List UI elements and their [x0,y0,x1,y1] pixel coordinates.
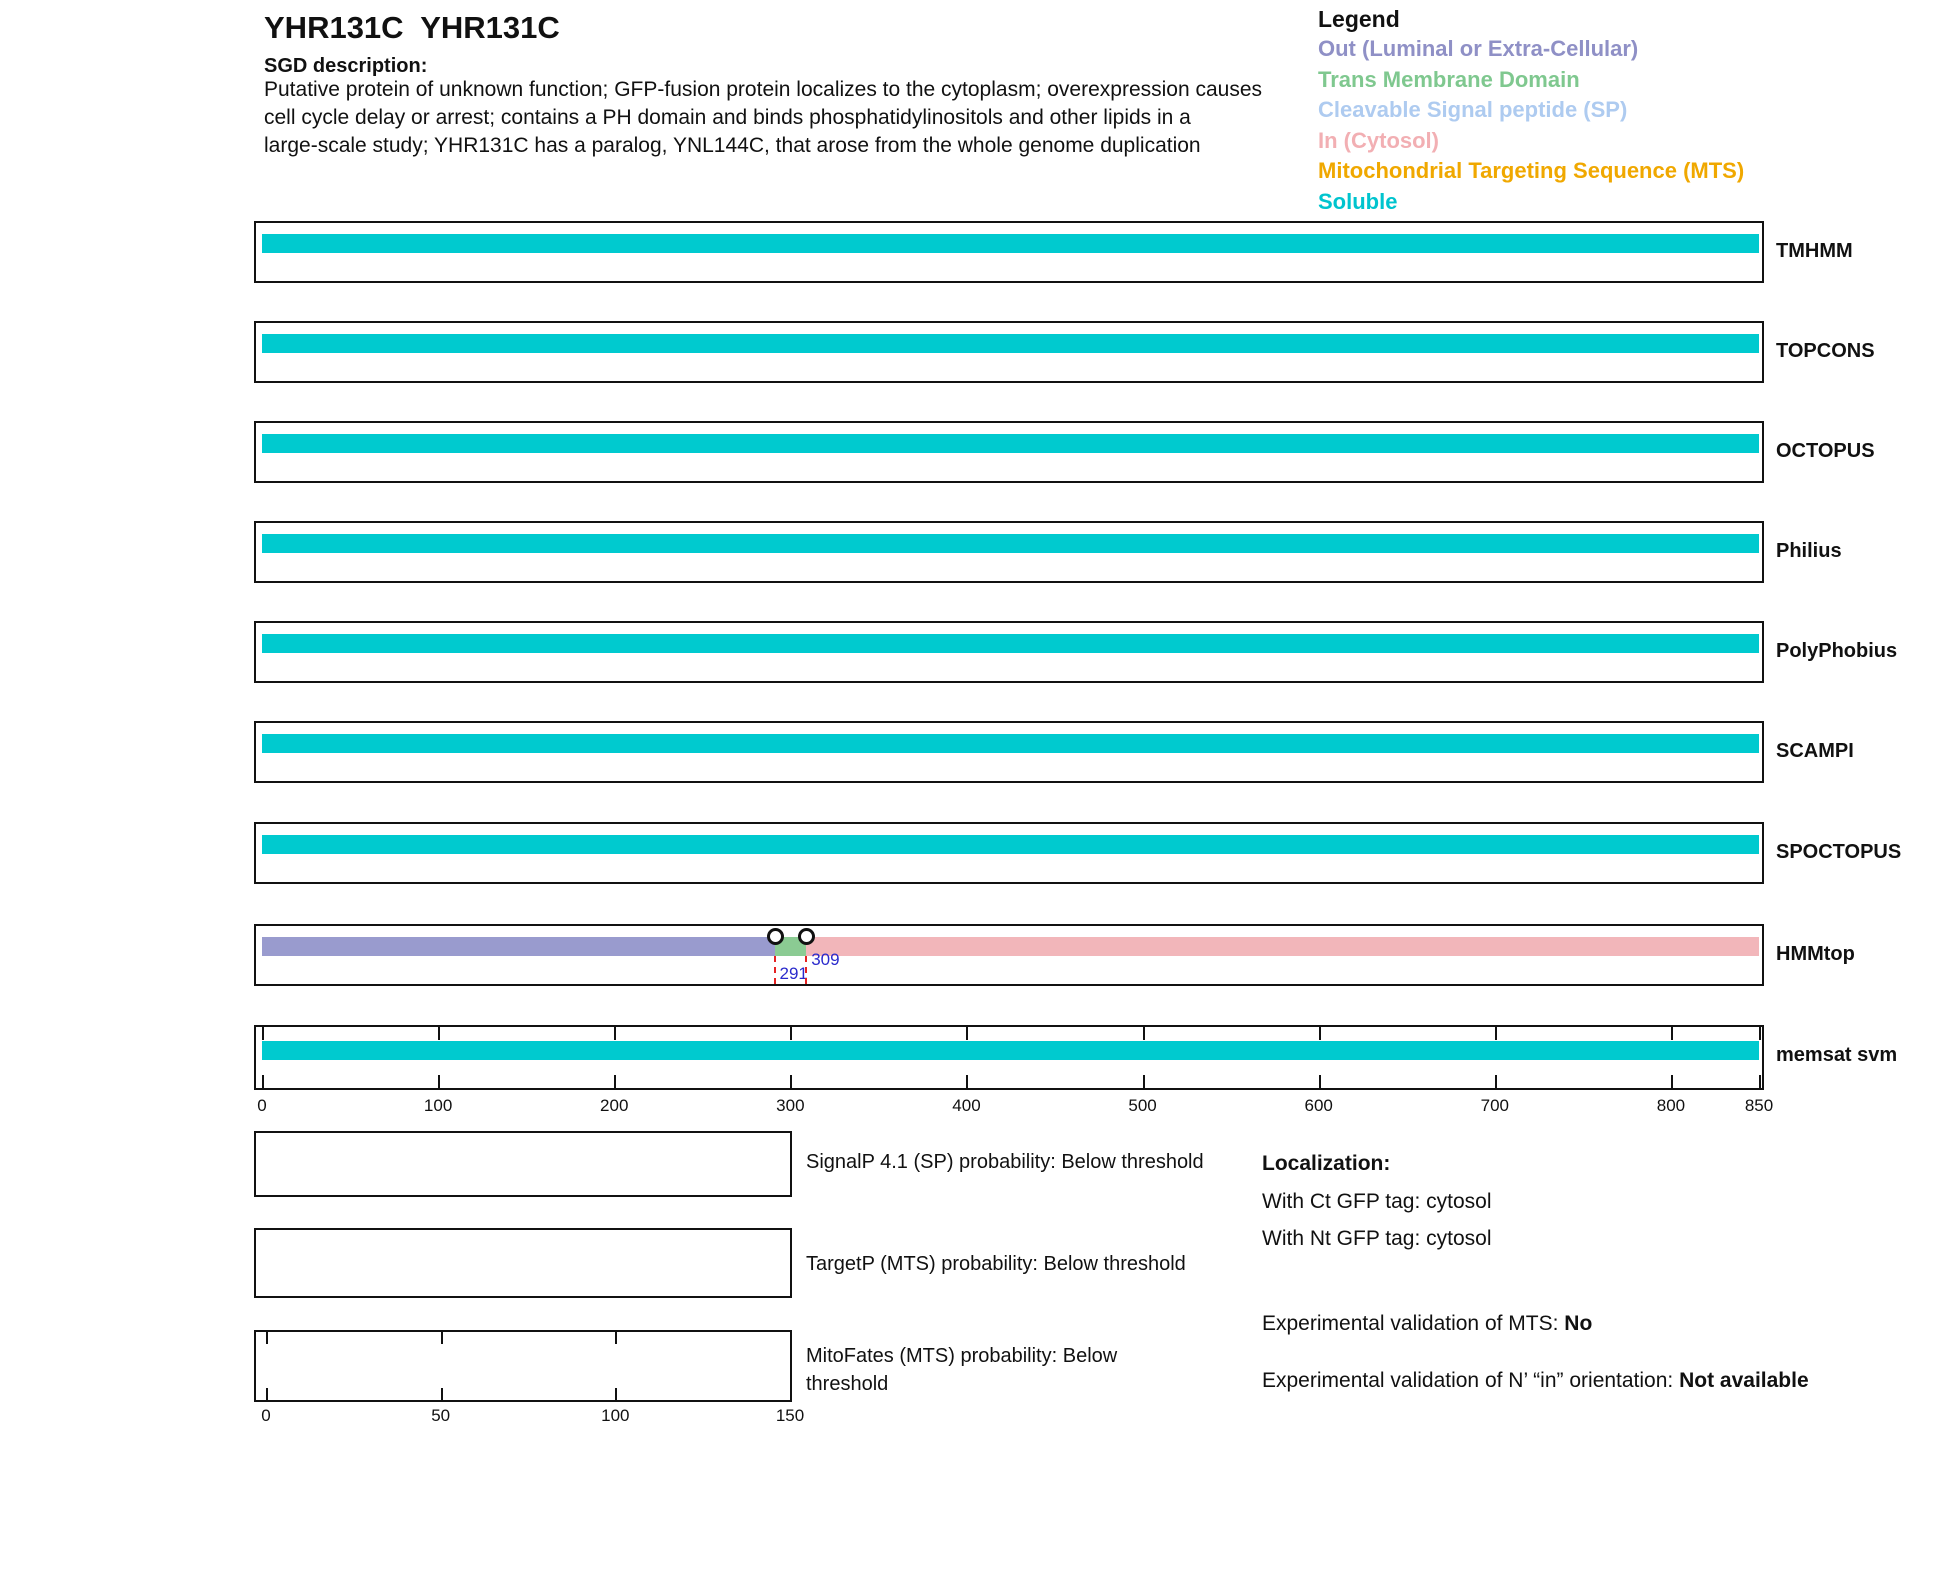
ruler-tick-top [966,1027,968,1040]
segment-soluble [262,1041,1759,1060]
mitofates-plot-box [254,1330,792,1402]
track-box-philius [254,521,1764,583]
track-label-octopus: OCTOPUS [1776,440,1875,462]
mitofates-axis-tick-label: 0 [261,1406,271,1425]
segment-soluble [262,334,1759,353]
ruler-tick-top [1759,1027,1761,1040]
track-box-memsat-svm [254,1025,1764,1090]
track-label-tmhmm: TMHMM [1776,240,1853,262]
sequence-axis-tick-label: 600 [1304,1096,1333,1115]
segment-out [262,937,775,956]
ruler-tick-top [438,1027,440,1040]
mts-validation-value: No [1564,1312,1593,1335]
marker-line-309 [805,956,807,984]
ruler-tick-top [614,1027,616,1040]
localization-ct-gfp: With Ct GFP tag: cytosol [1262,1190,1492,1213]
legend-title: Legend [1318,6,1400,32]
ruler-tick-top [1143,1027,1145,1040]
segment-soluble [262,434,1759,453]
track-label-memsat-svm: memsat svm [1776,1044,1898,1066]
position-label-291: 291 [779,964,808,983]
sequence-axis-tick-label: 300 [776,1096,805,1115]
orientation-validation-line [1262,1364,1827,1397]
ruler-tick-bottom [1671,1075,1673,1088]
mitofates-tick-bottom [615,1388,617,1400]
segment-soluble [262,634,1759,653]
ruler-tick-top [1319,1027,1321,1040]
signalp-plot-box [254,1131,792,1197]
mitofates-axis-tick-label: 150 [775,1406,805,1425]
legend-item-out: Out (Luminal or Extra-Cellular) [1318,36,1639,61]
marker-line-291 [774,956,776,984]
mitofates-axis-tick-label: 100 [601,1406,630,1425]
mitofates-tick-bottom [266,1388,268,1400]
mts-validation-line [1262,1312,1592,1336]
orientation-validation-value: Not available [1679,1369,1809,1392]
track-box-topcons [254,321,1764,383]
legend-item-tm: Trans Membrane Domain [1318,67,1580,92]
segment-soluble [262,534,1759,553]
sequence-axis-tick-label: 800 [1656,1096,1686,1115]
sequence-axis-tick-label: 500 [1128,1096,1157,1115]
mitofates-plot-label: MitoFates (MTS) probability: Below threshold [806,1345,1118,1395]
sequence-axis-tick-label: 200 [600,1096,629,1115]
sequence-axis-tick-label: 850 [1744,1096,1774,1115]
legend-item-in: In (Cytosol) [1318,128,1439,153]
segment-soluble [262,835,1759,854]
segment-soluble [262,734,1759,753]
track-label-hmmtop: HMMtop [1776,943,1855,965]
sgd-description-text [264,76,1262,160]
legend-item-soluble: Soluble [1318,189,1398,214]
ruler-tick-bottom [1143,1075,1145,1088]
ruler-tick-top [262,1027,264,1040]
legend-item-mts: Mitochondrial Targeting Sequence (MTS) [1318,158,1745,183]
sgd-description-line: large-scale study; YHR131C has a paralog, YNL144C, that arose from the whole genome duplication [264,134,1201,157]
targetp-plot-label: TargetP (MTS) probability: Below threshold [806,1253,1186,1275]
track-bar-memsat-svm [262,1041,1759,1060]
track-box-polyphobius [254,621,1764,683]
track-box-tmhmm [254,221,1764,283]
position-label-309: 309 [811,950,840,969]
sgd-description-line: Putative protein of unknown function; GFP-fusion protein localizes to the cytoplasm; overexpression causes [264,78,1263,101]
track-label-philius: Philius [1776,540,1842,562]
ruler-tick-top [790,1027,792,1040]
ruler-tick-bottom [614,1075,616,1088]
ruler-tick-bottom [1319,1075,1321,1088]
mitofates-tick-bottom [441,1388,443,1400]
segment-soluble [262,234,1759,253]
ruler-tick-bottom [1759,1075,1761,1088]
track-box-octopus [254,421,1764,483]
ruler-tick-bottom [1495,1075,1497,1088]
sequence-axis-tick-label: 400 [952,1096,981,1115]
segment-in [806,937,1759,956]
track-bar-spoctopus [262,835,1759,854]
track-label-scampi: SCAMPI [1776,740,1854,762]
track-bar-hmmtop [262,937,1759,956]
ruler-tick-top [1495,1027,1497,1040]
track-label-topcons: TOPCONS [1776,340,1875,362]
legend-item-sp: Cleavable Signal peptide (SP) [1318,97,1628,122]
sgd-description-line: cell cycle delay or arrest; contains a PH domain and binds phosphatidylinositols and other lipids in a [264,106,1191,129]
track-box-scampi [254,721,1764,783]
mitofates-axis-tick-label: 50 [431,1406,451,1425]
mitofates-tick-top [266,1332,268,1344]
ruler-tick-top [1671,1027,1673,1040]
page-title: YHR131C YHR131C [264,10,560,45]
orientation-validation-prefix: Experimental validation of N’ “in” orientation: [1262,1369,1680,1392]
sequence-axis-tick-label: 100 [423,1096,453,1115]
targetp-plot-box [254,1228,792,1298]
localization-nt-gfp: With Nt GFP tag: cytosol [1262,1227,1492,1250]
mitofates-tick-top [441,1332,443,1344]
track-bar-scampi [262,734,1759,753]
track-label-spoctopus: SPOCTOPUS [1776,841,1902,863]
track-bar-philius [262,534,1759,553]
ruler-tick-bottom [966,1075,968,1088]
sgd-description-label: SGD description: [264,55,428,77]
marker-circle-291 [767,928,784,945]
track-bar-tmhmm [262,234,1759,253]
track-label-polyphobius: PolyPhobius [1776,640,1898,662]
track-bar-octopus [262,434,1759,453]
track-bar-topcons [262,334,1759,353]
ruler-tick-bottom [262,1075,264,1088]
track-bar-polyphobius [262,634,1759,653]
sequence-axis-tick-label: 0 [257,1096,267,1115]
track-box-spoctopus [254,822,1764,884]
track-box-hmmtop [254,924,1764,986]
signalp-plot-label: SignalP 4.1 (SP) probability: Below threshold [806,1151,1204,1173]
localization-heading: Localization: [1262,1152,1391,1175]
sequence-axis-tick-label: 700 [1480,1096,1509,1115]
ruler-tick-bottom [790,1075,792,1088]
ruler-tick-bottom [438,1075,440,1088]
mitofates-tick-top [615,1332,617,1344]
mts-validation-prefix: Experimental validation of MTS: [1262,1312,1565,1335]
